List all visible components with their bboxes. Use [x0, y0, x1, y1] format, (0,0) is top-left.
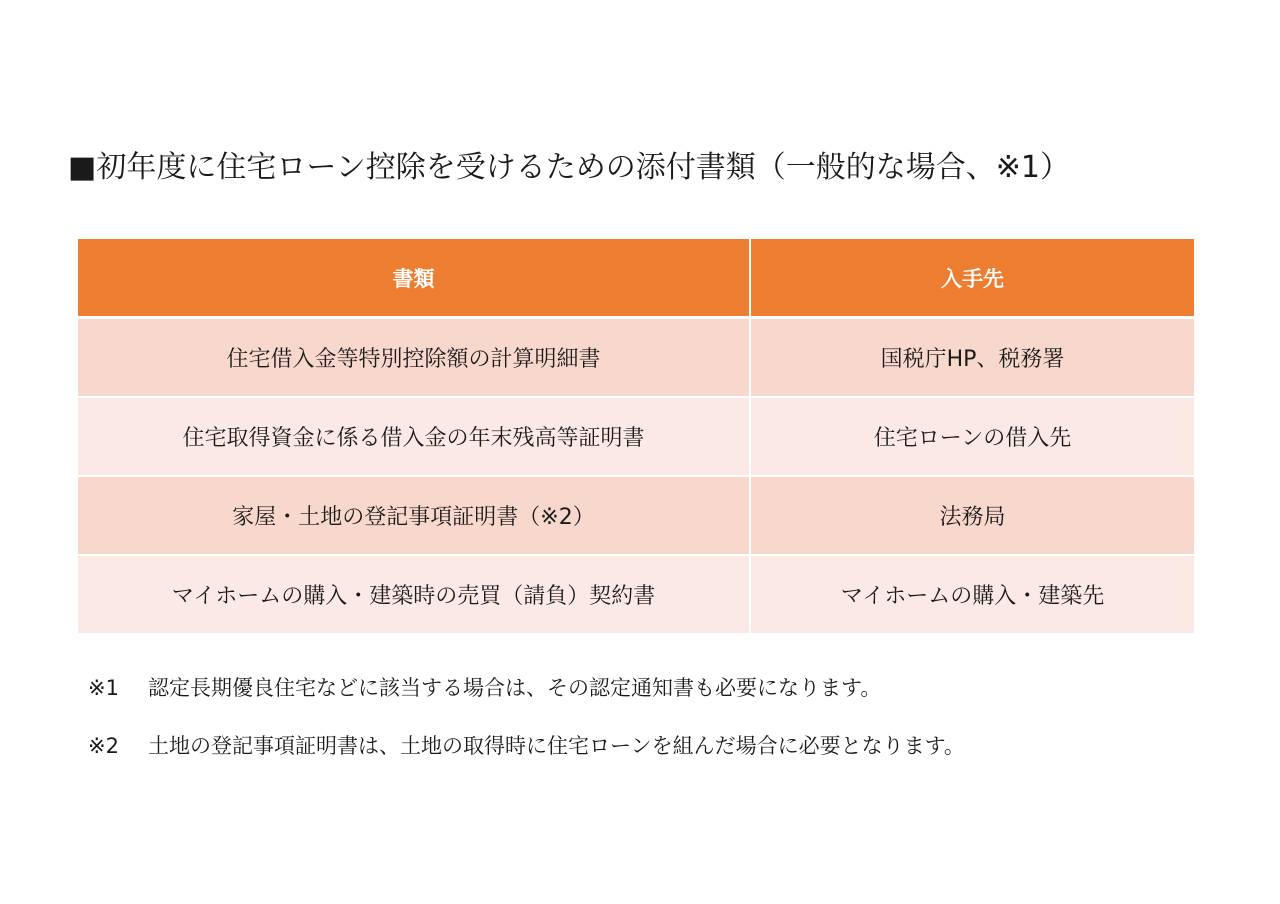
source-cell: 国税庁HP、税務署 [750, 318, 1195, 398]
document-cell: 住宅借入金等特別控除額の計算明細書 [77, 318, 750, 398]
source-cell: 住宅ローンの借入先 [750, 397, 1195, 476]
source-cell: マイホームの購入・建築先 [750, 555, 1195, 634]
document-cell: マイホームの購入・建築時の売買（請負）契約書 [77, 555, 750, 634]
table-row [77, 397, 1195, 476]
table-row [77, 555, 1195, 634]
footnote-2 [88, 731, 965, 761]
documents-table [76, 237, 1196, 635]
footnote-text: 土地の登記事項証明書は、土地の取得時に住宅ローンを組んだ場合に必要となります。 [148, 734, 965, 758]
source-cell: 法務局 [750, 476, 1195, 555]
table-header-row [77, 238, 1195, 318]
footnote-mark: ※1 [88, 676, 119, 700]
page-title: ■初年度に住宅ローン控除を受けるための添付書類（一般的な場合、※1） [68, 150, 1070, 185]
table-row [77, 318, 1195, 398]
footnote-mark: ※2 [88, 734, 119, 758]
table-row [77, 476, 1195, 555]
document-cell: 家屋・土地の登記事項証明書（※2） [77, 476, 750, 555]
footnote-text: 認定長期優良住宅などに該当する場合は、その認定通知書も必要になります。 [148, 676, 882, 700]
document-cell: 住宅取得資金に係る借入金の年末残高等証明書 [77, 397, 750, 476]
footnote-1 [88, 673, 881, 703]
column-header-documents: 書類 [77, 238, 750, 318]
column-header-source: 入手先 [750, 238, 1195, 318]
